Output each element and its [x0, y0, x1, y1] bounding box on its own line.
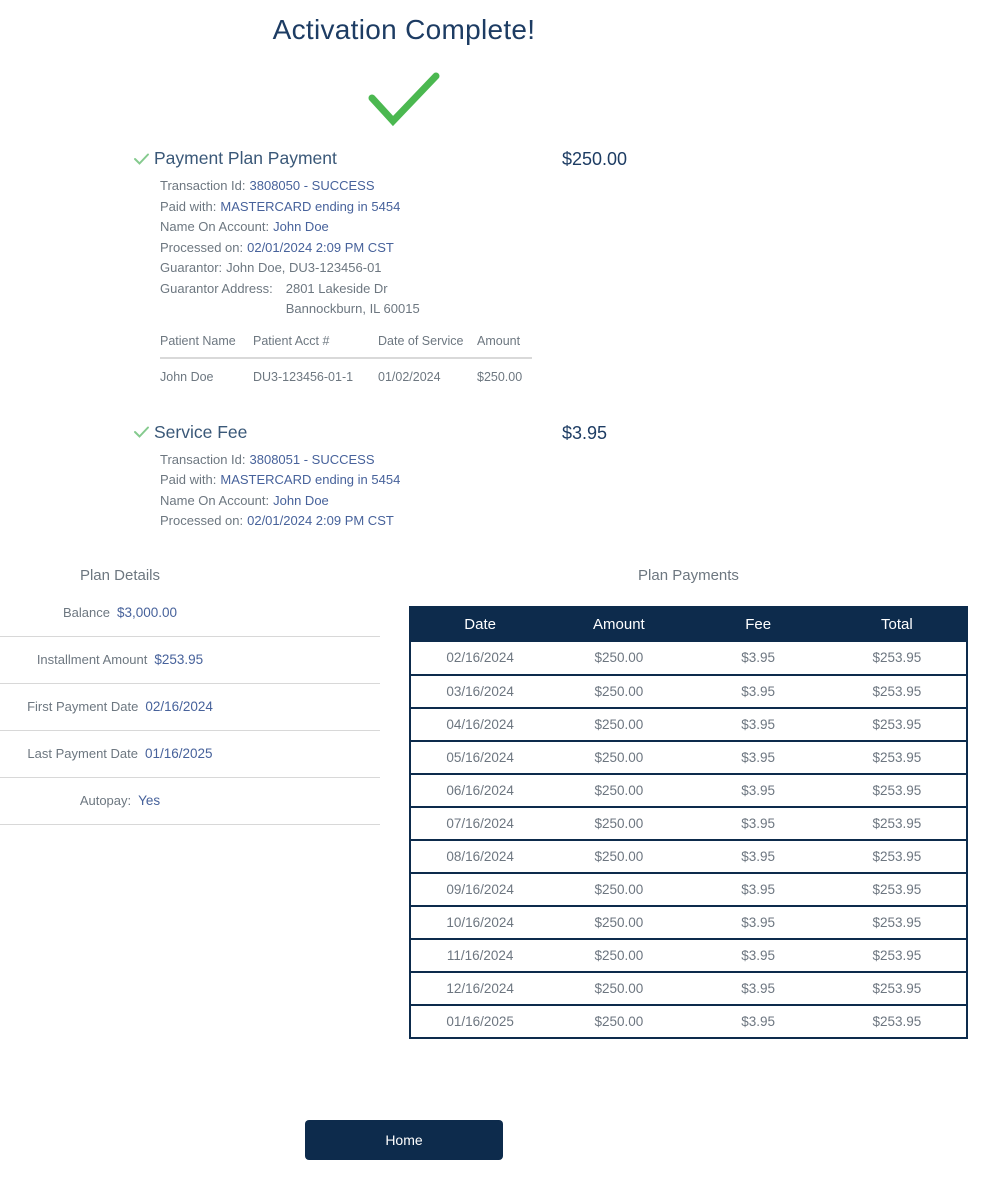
table-row: 07/16/2024 $250.00 $3.95 $253.95 — [410, 807, 967, 840]
table-row: 03/16/2024 $250.00 $3.95 $253.95 — [410, 675, 967, 708]
plan-payments-panel — [409, 554, 968, 1039]
section-amount: $3.95 — [562, 422, 608, 443]
main-column — [0, 0, 808, 130]
plan-payments-header-row — [410, 607, 967, 642]
plan-details-panel — [0, 554, 380, 825]
col-amount: Amount — [477, 328, 532, 358]
plan-detail-balance: Balance $3,000.00 — [0, 590, 380, 637]
table-row: 05/16/2024 $250.00 $3.95 $253.95 — [410, 741, 967, 774]
col-amount: Amount — [549, 607, 688, 642]
plan-detail-autopay: Autopay: Yes — [0, 778, 380, 825]
plan-payments-title: Plan Payments — [638, 566, 739, 584]
payment-plan-payment-section — [133, 148, 713, 386]
section-title: Service Fee — [154, 421, 248, 442]
page-title: Activation Complete! — [272, 14, 536, 45]
table-row: 06/16/2024 $250.00 $3.95 $253.95 — [410, 774, 967, 807]
patient-table-row: John Doe DU3-123456-01-1 01/02/2024 $250.00 — [160, 369, 523, 384]
patient-table-header-row — [160, 328, 532, 358]
payment-sections — [133, 148, 713, 532]
col-patient-name: Patient Name — [160, 328, 253, 358]
table-row: 01/16/2025 $250.00 $3.95 $253.95 — [410, 1005, 967, 1038]
address-line-1: 2801 Lakeside Dr — [285, 280, 388, 296]
home-button-wrap — [0, 1120, 808, 1160]
table-row: 08/16/2024 $250.00 $3.95 $253.95 — [410, 840, 967, 873]
detail-processed-on: Processed on: 02/01/2024 2:09 PM CST — [160, 513, 394, 528]
col-total: Total — [828, 607, 967, 642]
bottom-area — [0, 554, 998, 1059]
detail-name-on-account: Name On Account: John Doe — [160, 219, 329, 234]
detail-name-on-account: Name On Account: John Doe — [160, 492, 329, 508]
plan-detail-last-payment-date: Last Payment Date 01/16/2025 — [0, 731, 380, 778]
section-head — [133, 422, 713, 443]
col-fee: Fee — [689, 607, 828, 642]
plan-detail-installment-amount: Installment Amount $253.95 — [0, 637, 380, 684]
detail-transaction-id: Transaction Id: 3808050 - SUCCESS — [160, 178, 375, 193]
home-button[interactable]: Home — [305, 1120, 503, 1160]
section-amount: $250.00 — [562, 149, 628, 169]
col-date: Date — [410, 607, 549, 642]
patient-table — [160, 328, 532, 386]
col-patient-acct: Patient Acct # — [253, 328, 378, 358]
plan-details-title: Plan Details — [79, 566, 161, 584]
success-check-icon — [366, 70, 442, 128]
detail-paid-with: Paid with: MASTERCARD ending in 5454 — [160, 472, 401, 487]
plan-payments-table — [409, 606, 968, 1039]
service-fee-section — [133, 422, 713, 532]
success-check-wrap — [0, 70, 808, 130]
table-row: 02/16/2024 $250.00 $3.95 $253.95 — [410, 642, 967, 675]
table-row: 04/16/2024 $250.00 $3.95 $253.95 — [410, 708, 967, 741]
detail-guarantor: Guarantor: John Doe, DU3-123456-01 — [160, 260, 382, 275]
address-line-2: Bannockburn, IL 60015 — [285, 301, 420, 316]
table-row: 09/16/2024 $250.00 $3.95 $253.95 — [410, 873, 967, 906]
detail-processed-on: Processed on: 02/01/2024 2:09 PM CST — [160, 239, 394, 255]
payment-details — [160, 176, 713, 320]
detail-transaction-id: Transaction Id: 3808051 - SUCCESS — [160, 451, 375, 467]
check-icon — [133, 425, 150, 439]
table-row: 12/16/2024 $250.00 $3.95 $253.95 — [410, 972, 967, 1005]
table-row: 11/16/2024 $250.00 $3.95 $253.95 — [410, 939, 967, 972]
check-icon — [133, 152, 150, 166]
col-date-of-service: Date of Service — [378, 328, 477, 358]
plan-detail-first-payment-date: First Payment Date 02/16/2024 — [0, 684, 380, 731]
payment-details — [160, 450, 713, 532]
table-row: 10/16/2024 $250.00 $3.95 $253.95 — [410, 906, 967, 939]
detail-paid-with: Paid with: MASTERCARD ending in 5454 — [160, 198, 401, 214]
section-title: Payment Plan Payment — [154, 148, 337, 168]
detail-guarantor-address: Guarantor Address: 2801 Lakeside Dr Bannockburn, IL 60015 — [160, 279, 713, 320]
